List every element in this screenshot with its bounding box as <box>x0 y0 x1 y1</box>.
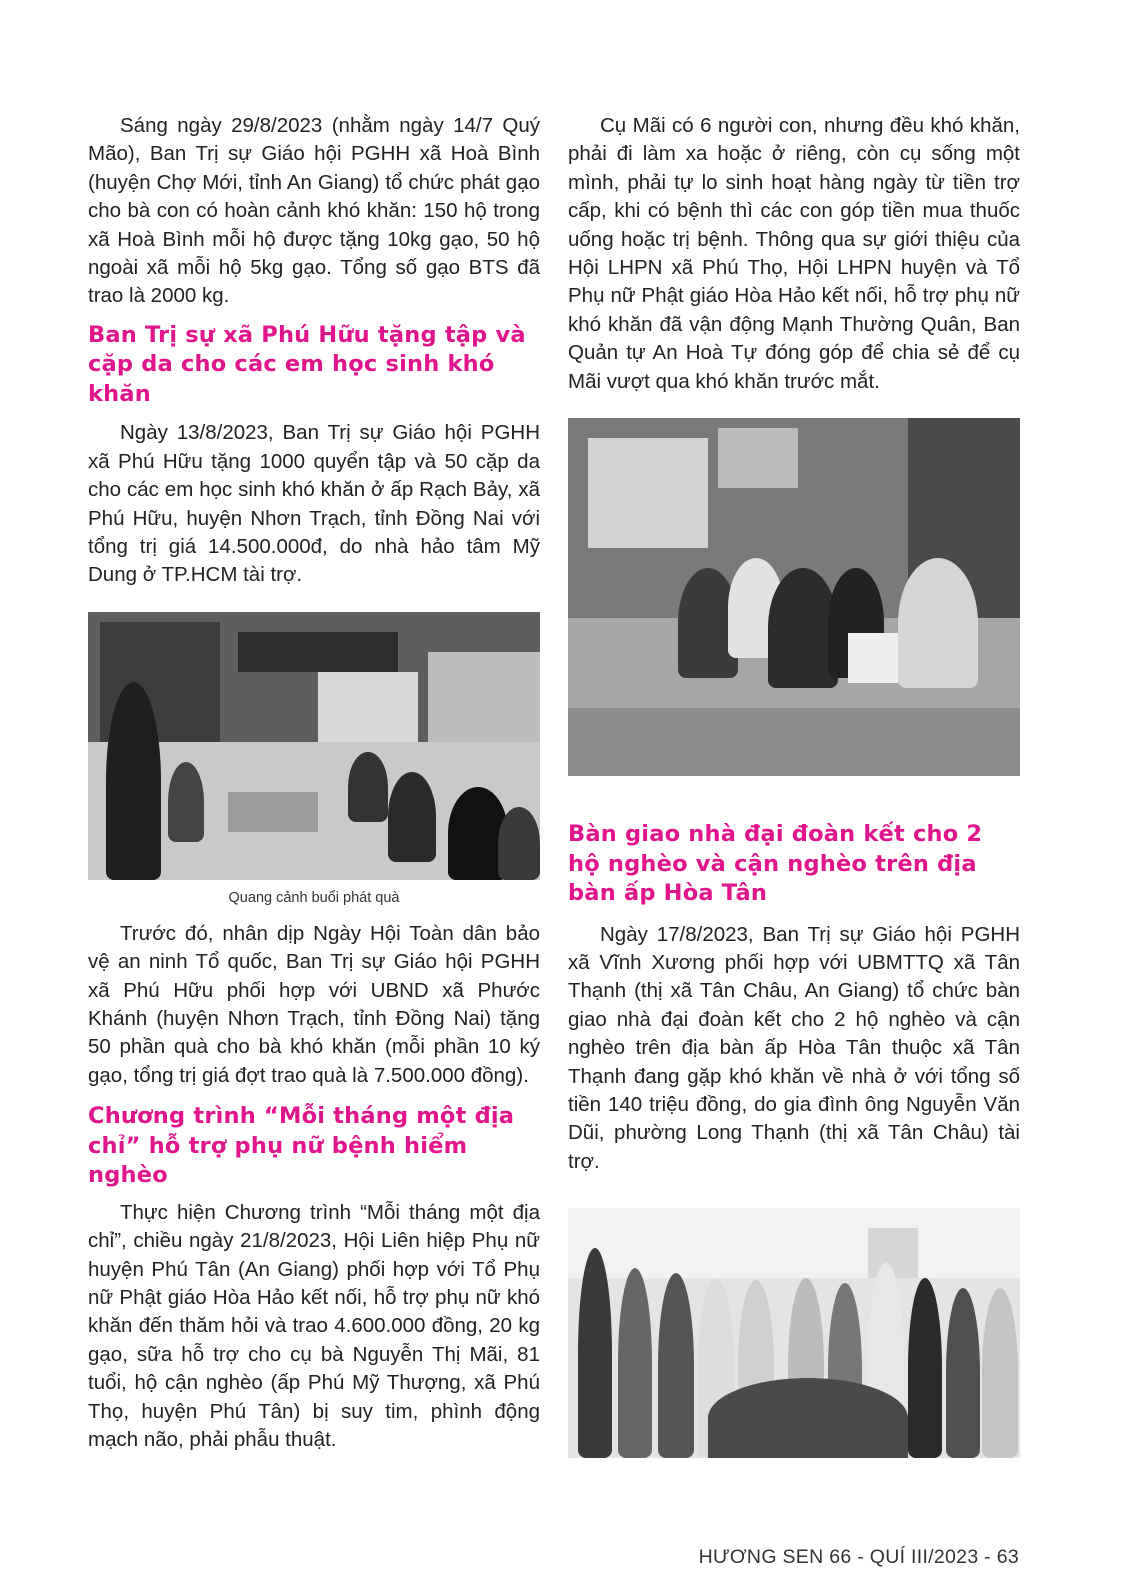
right-column <box>568 112 1020 1458</box>
photo-gift-ceremony <box>88 612 540 880</box>
article-paragraph: Ngày 17/8/2023, Ban Trị sự Giáo hội PGHH xã Vĩnh Xương phối hợp với UBMTTQ xã Tân Thạnh (thị xã Tân Châu, An Giang) tổ chức bàn giao nhà đại đoàn kết cho 2 hộ nghèo và cận nghèo trên địa bàn ấp Hòa Tân thuộc xã Tân Thạnh đang gặp khó khăn về nhà ở với tổng số tiền 140 triệu đồng, do gia đình ông Nguyễn Văn Dũi, phường Long Thạnh (thị xã Tân Châu) tài trợ. <box>568 922 1020 1173</box>
article-paragraph: Trước đó, nhân dịp Ngày Hội Toàn dân bảo vệ an ninh Tổ quốc, Ban Trị sự Giáo hội PGHH xã Phú Hữu phối hợp với UBND xã Phước Khánh (huyện Nhơn Trạch, tỉnh Đồng Nai) tặng 50 phần quà cho bà khó khăn (mỗi phần 10 ký gạo, tổng trị giá đợt trao quà là 7.500.000 đồng). <box>88 921 540 1087</box>
page-footer: HƯƠNG SEN 66 - QUÍ III/2023 - 63 <box>698 1546 1019 1568</box>
photo-house-handover <box>568 1208 1020 1458</box>
section-heading: Bàn giao nhà đại đoàn kết cho 2 hộ nghèo và cận nghèo trên địa bàn ấp Hòa Tân <box>568 821 983 907</box>
article-paragraph: Ngày 13/8/2023, Ban Trị sự Giáo hội PGHH xã Phú Hữu tặng 1000 quyển tập và 50 cặp da cho các em học sinh khó khăn ở ấp Rạch Bảy, xã Phú Hữu, huyện Nhơn Trạch, tỉnh Đồng Nai với tổng trị giá 14.500.000đ, do nhà hảo tâm Mỹ Dung ở TP.HCM tài trợ. <box>88 421 540 587</box>
photo-caption: Quang cảnh buổi phát quà <box>228 889 400 906</box>
section-heading: Ban Trị sự xã Phú Hữu tặng tập và cặp da cho các em học sinh khó khăn <box>88 321 526 407</box>
photo-visit-elderly <box>568 418 1020 776</box>
left-column <box>88 112 540 1454</box>
section-heading: Chương trình “Mỗi tháng một địa chỉ” hỗ trợ phụ nữ bệnh hiểm nghèo <box>88 1103 515 1189</box>
article-paragraph: Sáng ngày 29/8/2023 (nhằm ngày 14/7 Quý Mão), Ban Trị sự Giáo hội PGHH xã Hoà Bình (huyện Chợ Mới, tỉnh An Giang) tổ chức phát gạo cho bà con có hoàn cảnh khó khăn: 150 hộ trong xã Hoà Bình mỗi hộ được tặng 10kg gạo, 50 hộ ngoài xã mỗi hộ 5kg gạo. Tổng số gạo BTS đã trao là 2000 kg. <box>88 114 540 308</box>
article-paragraph: Thực hiện Chương trình “Mỗi tháng một địa chỉ”, chiều ngày 21/8/2023, Hội Liên hiệp Phụ nữ huyện Phú Tân (An Giang) phối hợp với Tổ Phụ nữ Phật giáo Hòa Hảo kết nối, hỗ trợ phụ nữ khó khăn đến thăm hỏi và trao 4.600.000 đồng, 20 kg gạo, sữa hỗ trợ cho cụ bà Nguyễn Thị Mãi, 81 tuổi, hộ cận nghèo (ấp Phú Mỹ Thượng, xã Phú Thọ, huyện Phú Tân) bị suy tim, phình động mạch não, phải phẫu thuật. <box>88 1200 540 1451</box>
article-paragraph: Cụ Mãi có 6 người con, nhưng đều khó khăn, phải đi làm xa hoặc ở riêng, còn cụ sống một mình, phải tự lo sinh hoạt hàng ngày từ tiền trợ cấp, khi có bệnh thì các con góp tiền mua thuốc uống hoặc trị bệnh. Thông qua sự giới thiệu của Hội LHPN xã Phú Thọ, Hội LHPN huyện và Tổ Phụ nữ Phật giáo Hòa Hảo kết nối, hỗ trợ phụ nữ khó khăn đã vận động Mạnh Thường Quân, Ban Quản tự An Hoà Tự đóng góp để chia sẻ để cụ Mãi vượt qua khó khăn trước mắt. <box>568 114 1020 393</box>
